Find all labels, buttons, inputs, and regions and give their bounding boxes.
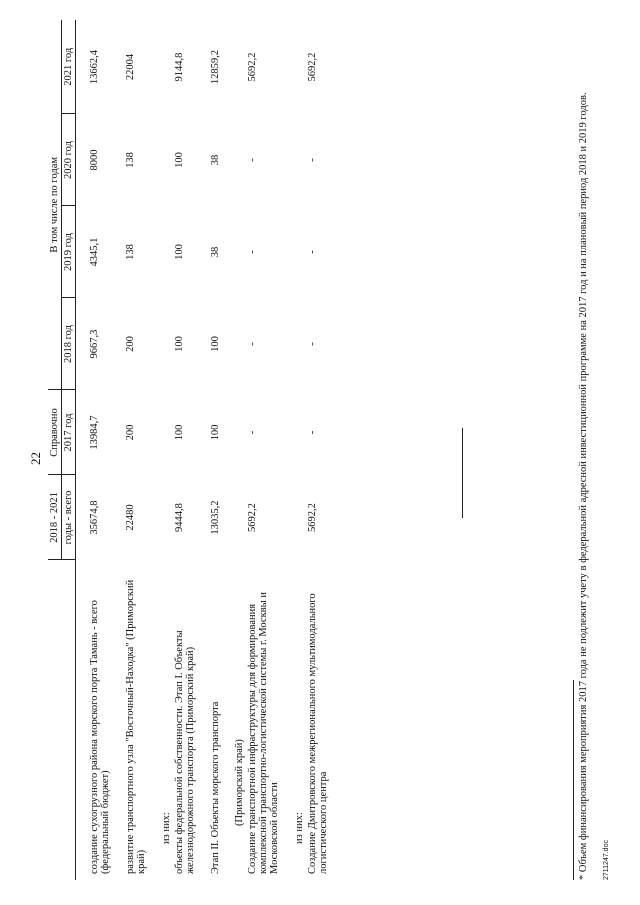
cell-2020: - [307,158,318,162]
header-ref-line1: Справочно [49,408,60,457]
table-row [293,20,306,880]
header-2018: 2018 год [62,298,76,390]
cell-2020: 138 [125,152,136,168]
table-row [173,20,197,880]
header-2021: 2021 год [62,20,76,114]
cell-2020: 8000 [89,149,100,171]
row-label: объекты федеральной собственности. Этап I. Объекты железнодорожного транспорта (Приморский край) [174,630,196,874]
row-label: создание сухогрузного района морского порта Тамань - всего (федеральный бюджет) [89,600,111,874]
table-row [246,20,281,880]
row-label: Этап II. Объекты морского транспорта [210,701,221,874]
cell-ref: 200 [125,424,136,441]
cell-2019: 4345,1 [89,237,100,267]
row-label: развитие транспортного узла "Восточный-Находка" (Приморский край) [125,579,147,874]
cell-ref: 100 [174,424,185,441]
cell-total: 5692,2 [247,503,258,532]
cell-2020: 38 [210,154,221,166]
table-row [306,20,330,880]
cell-2021: 5692,2 [247,52,258,82]
cell-2018: 200 [125,336,136,352]
table-row [160,20,173,880]
row-label: (Приморский край) [234,739,245,826]
cell-total: 9444,8 [174,503,185,532]
table-row [222,20,246,880]
cell-ref: - [247,430,258,435]
header-by-years: В том числе по годам [48,20,62,390]
footnote: * Объем финансирования мероприятия 2017 года не подлежит учету в федеральной адресной инвестиционной программе на 2017 год и на плановый период 2018 и 2019 годов. [578,92,589,880]
footnote-rule [573,680,574,880]
cell-2021: 5692,2 [307,52,318,82]
separator-line [462,428,463,518]
cell-2020: - [247,158,258,162]
table-row [124,20,148,880]
header-ref-line2: 2017 год [62,390,76,475]
cell-total: 22480 [125,504,136,531]
header-2020: 2020 год [62,114,76,206]
cell-ref: 13984,7 [89,415,100,450]
header-ref [48,390,62,475]
cell-2021: 22004 [125,53,136,81]
cell-2019: - [247,250,258,254]
cell-total: 13035,2 [210,500,221,535]
row-label: Создание транспортной инфраструктуры для формирования комплексной транспортно-логистической системы г. Москвы и Московской области [247,592,280,874]
cell-2018: 100 [174,336,185,352]
header-2019: 2019 год [62,206,76,298]
cell-ref: 100 [210,424,221,441]
row-label: Создание Дмитровского межрегионального мультимодального логистического центра [307,593,329,874]
cell-2018: 100 [210,336,221,352]
cell-2018: - [247,342,258,346]
header-row-1 [48,20,62,880]
cell-2019: - [307,250,318,254]
cell-2021: 9144,8 [174,52,185,82]
cell-2019: 38 [210,246,221,258]
cell-2020: 100 [174,152,185,168]
header-total-line1: 2018 - 2021 [49,492,60,543]
cell-total: 35674,8 [89,500,100,535]
table-row [209,20,222,880]
cell-2019: 100 [174,244,185,260]
page-number: 22 [28,452,43,465]
header-blank [48,560,76,880]
cell-total: 5692,2 [307,503,318,532]
header-total-line2: годы - всего [62,475,76,560]
cell-2019: 138 [125,244,136,260]
funding-table [48,20,330,880]
cell-2018: - [307,342,318,346]
row-label: из них: [294,812,305,844]
table-row [88,20,112,880]
row-label: из них: [161,812,172,844]
cell-ref: - [307,430,318,435]
document-reference: 2711247.doc [603,840,610,880]
cell-2021: 12859,2 [210,49,221,85]
cell-2021: 13662,4 [89,49,100,85]
header-total [48,475,62,560]
cell-2018: 9667,3 [89,329,100,359]
